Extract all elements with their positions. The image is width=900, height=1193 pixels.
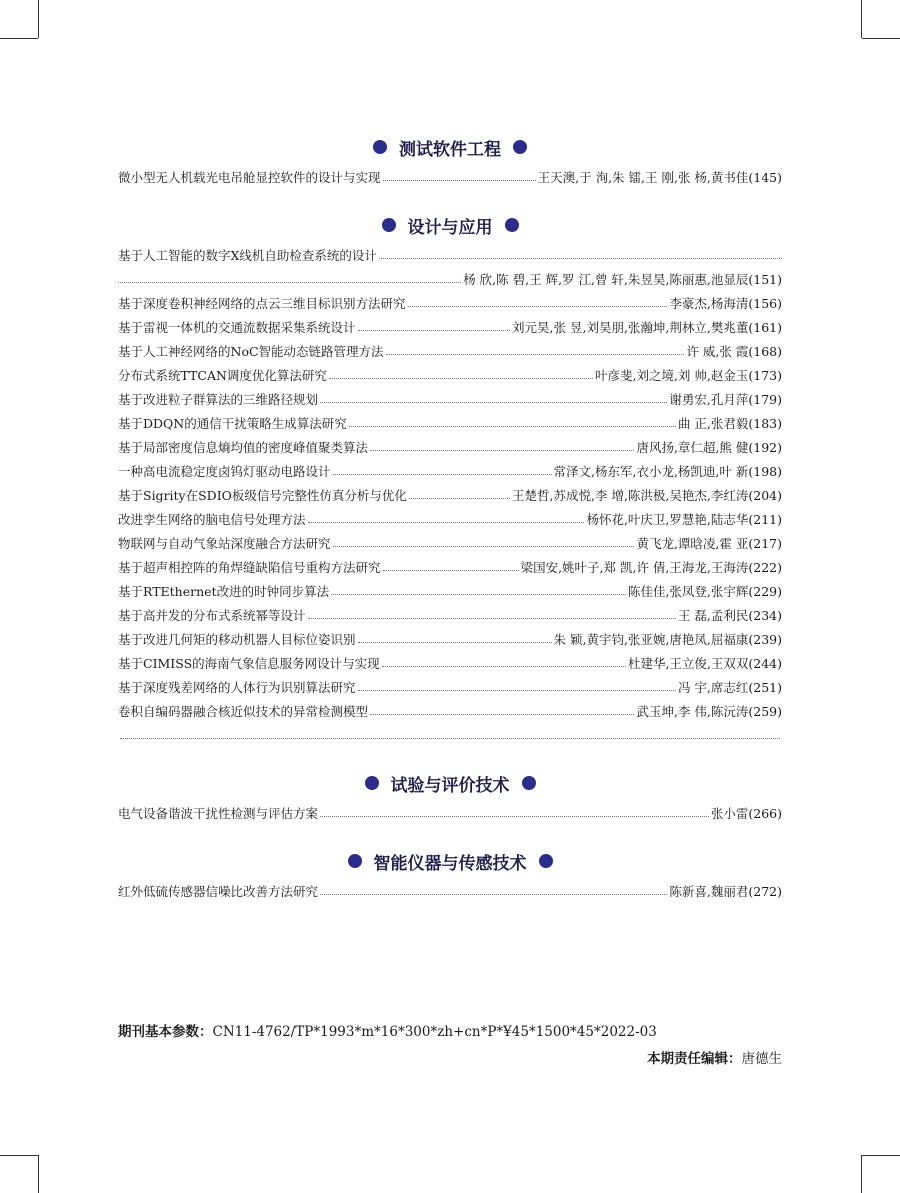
leader-dots: [386, 354, 685, 355]
entry-authors: 常泽文,杨东军,衣小龙,杨凯迪,叶 新(198): [553, 464, 782, 479]
entry-authors: 杨 欣,陈 碧,王 辉,罗 江,曾 轩,朱昱昊,陈丽惠,池显辰(151): [463, 272, 782, 287]
leader-dots: [358, 330, 511, 331]
entry-title: 电气设备谐波干扰性检测与评估方案: [118, 806, 319, 821]
leader-dots: [118, 282, 461, 283]
leader-dots: [383, 570, 519, 571]
section-heading: [118, 842, 782, 880]
crop-mark-bottom-right-v: [861, 1155, 862, 1193]
toc-entry[interactable]: [118, 364, 782, 388]
leader-dots: [358, 642, 552, 643]
toc-entry[interactable]: [118, 580, 782, 604]
toc-entry[interactable]: [118, 676, 782, 700]
toc-entry[interactable]: [118, 244, 782, 268]
section-heading: [118, 764, 782, 802]
entry-authors: 谢勇宏,孔月萍(179): [669, 392, 782, 407]
toc-entry[interactable]: [118, 802, 782, 826]
entry-title: 卷积自编码器融合核近似技术的异常检测模型: [118, 704, 369, 719]
entry-authors: 王天澳,于 洵,朱 镭,王 刚,张 杨,黄书佳(145): [537, 170, 782, 185]
crop-mark-bottom-left-h: [0, 1155, 38, 1156]
toc-entry[interactable]: [118, 628, 782, 652]
entry-authors: 陈新喜,魏丽君(272): [669, 884, 782, 899]
leader-dots: [320, 894, 667, 895]
entry-authors: 武玉坤,李 伟,陈沅涛(259): [636, 704, 782, 719]
entry-authors: 朱 颖,黄宇钧,张亚婉,唐艳凤,屈福康(239): [553, 632, 782, 647]
section-title: 测试软件工程: [399, 139, 501, 160]
params-value: CN11-4762/TP*1993*m*16*300*zh+cn*P*¥45*1500*45*2022-03: [212, 1024, 657, 1040]
toc-entry[interactable]: [118, 460, 782, 484]
entry-title: 物联网与自动气象站深度融合方法研究: [118, 536, 331, 551]
entry-authors: 杜建华,王立俊,王双双(244): [627, 656, 782, 671]
entry-authors: 刘元昊,张 昱,刘昊朋,张瀚坤,荆林立,樊兆董(161): [512, 320, 782, 335]
leader-dots: [333, 474, 552, 475]
entry-title: 一种高电流稳定度卤钨灯驱动电路设计: [118, 464, 331, 479]
toc-entry[interactable]: [118, 556, 782, 580]
toc-entry[interactable]: [118, 508, 782, 532]
entry-title: 微小型无人机载光电吊舱显控软件的设计与实现: [118, 170, 381, 185]
leader-dots: [383, 180, 536, 181]
entry-title: 基于局部密度信息熵均值的密度峰值聚类算法: [118, 440, 369, 455]
leader-dots: [358, 690, 676, 691]
table-of-contents: [118, 128, 782, 920]
toc-entry[interactable]: [118, 268, 782, 292]
crop-mark-top-right-h: [862, 38, 900, 39]
section-entries: [118, 880, 782, 904]
toc-entry[interactable]: [118, 388, 782, 412]
entry-title: 改进孪生网络的脑电信号处理方法: [118, 512, 306, 527]
crop-mark-top-left-v: [38, 0, 39, 38]
toc-entry[interactable]: [118, 880, 782, 904]
entry-authors: 黄飞龙,谭晗凌,霍 亚(217): [636, 536, 782, 551]
bullet-dot-icon: [348, 854, 362, 868]
leader-dots: [382, 666, 626, 667]
crop-mark-top-left-h: [0, 38, 38, 39]
leader-dots: [308, 618, 676, 619]
entry-title: 基于CIMISS的海南气象信息服务网设计与实现: [118, 656, 380, 671]
toc-entry[interactable]: [118, 292, 782, 316]
entry-authors: 叶彦斐,刘之境,刘 帅,赵金玉(173): [594, 368, 782, 383]
toc-entry[interactable]: [118, 166, 782, 190]
bullet-dot-icon: [373, 140, 387, 154]
entry-authors: 张小雷(266): [710, 806, 782, 821]
entry-title: 基于人工智能的数字X线机自助检查系统的设计: [118, 248, 377, 263]
leader-dots: [379, 258, 782, 259]
crop-mark-bottom-left-v: [38, 1155, 39, 1193]
entry-authors: 陈佳佳,张凤登,张宇辉(229): [627, 584, 782, 599]
entry-title: 基于RTEthernet改进的时钟同步算法: [118, 584, 330, 599]
toc-entry[interactable]: [118, 700, 782, 724]
entry-authors: 王 磊,孟利民(234): [677, 608, 782, 623]
responsible-editor: [647, 1047, 782, 1067]
section-title: 智能仪器与传感技术: [373, 853, 527, 874]
entry-title: 基于深度卷积神经网络的点云三维目标识别方法研究: [118, 296, 406, 311]
toc-entry[interactable]: [118, 604, 782, 628]
section-entries: [118, 166, 782, 190]
leader-dots: [349, 426, 676, 427]
bullet-dot-icon: [382, 218, 396, 232]
entry-title: 基于超声相控阵的角焊缝缺陷信号重构方法研究: [118, 560, 381, 575]
entry-authors: 许 威,张 霞(168): [686, 344, 782, 359]
section-heading: [118, 206, 782, 244]
editor-value: 唐德生: [741, 1051, 782, 1067]
entry-title: 基于DDQN的通信干扰策略生成算法研究: [118, 416, 347, 431]
entry-authors: 曲 正,张君毅(183): [677, 416, 782, 431]
section-heading: [118, 128, 782, 166]
section-title: 试验与评价技术: [390, 775, 510, 796]
entry-title: 基于雷视一体机的交通流数据采集系统设计: [118, 320, 356, 335]
entry-title: 基于改进粒子群算法的三维路径规划: [118, 392, 319, 407]
entry-authors: 梁国安,姚叶子,郑 凯,许 倩,王海龙,王海涛(222): [520, 560, 782, 575]
leader-dots: [370, 450, 634, 451]
toc-entry[interactable]: [118, 724, 782, 748]
toc-entry[interactable]: [118, 340, 782, 364]
leader-dots: [329, 378, 593, 379]
leader-dots: [333, 546, 635, 547]
entry-authors: 唐风扬,章仁超,熊 健(192): [636, 440, 782, 455]
toc-entry[interactable]: [118, 412, 782, 436]
bullet-dot-icon: [522, 776, 536, 790]
bullet-dot-icon: [539, 854, 553, 868]
entry-title: 基于深度残差网络的人体行为识别算法研究: [118, 680, 356, 695]
section-title: 设计与应用: [407, 217, 493, 238]
leader-dots: [408, 306, 668, 307]
leader-dots: [320, 816, 709, 817]
leader-dots: [120, 738, 780, 739]
bullet-dot-icon: [505, 218, 519, 232]
journal-parameters: [118, 1020, 782, 1040]
entry-authors: 王楚哲,苏成悦,李 增,陈洪极,吴艳杰,李红涛(204): [512, 488, 782, 503]
leader-dots: [308, 522, 585, 523]
entry-authors: 杨怀花,叶庆卫,罗慧艳,陆志华(211): [586, 512, 782, 527]
toc-entry[interactable]: [118, 484, 782, 508]
entry-title: 基于人工神经网络的NoC智能动态链路管理方法: [118, 344, 384, 359]
toc-entry[interactable]: [118, 532, 782, 556]
entry-title: 红外低硫传感器信噪比改善方法研究: [118, 884, 319, 899]
editor-label: 本期责任编辑：: [647, 1051, 742, 1067]
toc-entry[interactable]: [118, 652, 782, 676]
section-entries: [118, 244, 782, 748]
leader-dots: [320, 402, 667, 403]
toc-entry[interactable]: [118, 316, 782, 340]
crop-mark-top-right-v: [861, 0, 862, 38]
toc-entry[interactable]: [118, 436, 782, 460]
leader-dots: [409, 498, 510, 499]
section-entries: [118, 802, 782, 826]
leader-dots: [370, 714, 634, 715]
params-label: 期刊基本参数：: [118, 1024, 213, 1040]
leader-dots: [331, 594, 626, 595]
entry-authors: 冯 宇,席志红(251): [677, 680, 782, 695]
crop-mark-bottom-right-h: [862, 1155, 900, 1156]
entry-title: 基于高并发的分布式系统幂等设计: [118, 608, 306, 623]
bullet-dot-icon: [513, 140, 527, 154]
bullet-dot-icon: [365, 776, 379, 790]
entry-title: 分布式系统TTCAN调度优化算法研究: [118, 368, 327, 383]
entry-title: 基于Sigrity在SDIO板级信号完整性仿真分析与优化: [118, 488, 407, 503]
entry-title: 基于改进几何矩的移动机器人目标位姿识别: [118, 632, 356, 647]
entry-authors: 李豪杰,杨海清(156): [669, 296, 782, 311]
